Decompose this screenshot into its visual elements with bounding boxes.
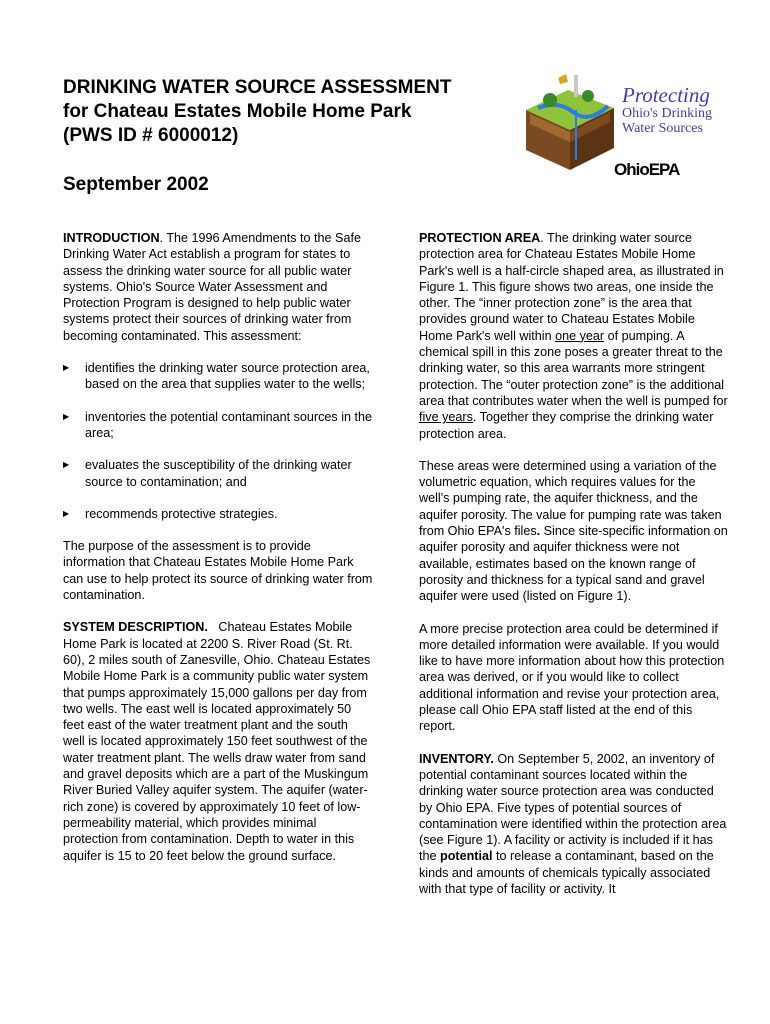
logo-line-2: Ohio's Drinking	[622, 106, 713, 121]
bullet-icon: ▶	[63, 363, 70, 373]
bullet-icon: ▶	[63, 508, 70, 518]
bullet-text: recommends protective strategies.	[85, 506, 278, 521]
inventory-paragraph	[419, 751, 729, 898]
precise-area-paragraph: A more precise protection area could be determined if more detailed information were available. If you would like to have more information about how this protection area was derived, or if you would like to collect additional information and revise your protection area, please call Ohio EPA staff listed at the end of this report.	[419, 621, 725, 734]
underlined-term: five years	[419, 410, 473, 425]
bullet-icon: ▶	[63, 460, 70, 470]
protection-area-heading: PROTECTION AREA	[419, 231, 541, 245]
bullet-icon: ▶	[63, 411, 70, 421]
volumetric-text: .	[536, 524, 541, 539]
document-date: September 2002	[63, 174, 209, 195]
right-column	[419, 230, 729, 897]
list-item	[63, 360, 373, 393]
ohio-epa-logo: OhioEPA	[614, 160, 680, 179]
title-line-1: DRINKING WATER SOURCE ASSESSMENT	[63, 77, 452, 98]
system-description-paragraph	[63, 619, 373, 863]
list-item	[63, 506, 373, 522]
introduction-text: . The 1996 Amendments to the Safe Drinking Water Act establish a program for states to assess the drinking water source for all public water systems. Ohio's Source Water Assessment and Protection Program is designed to help public water systems protect their sources of drinking water from becoming contaminated. This assessment:	[63, 231, 361, 343]
title-line-3: (PWS ID # 6000012)	[63, 125, 239, 146]
introduction-heading: INTRODUCTION	[63, 231, 160, 245]
protection-text: of pumping. A chemical spill in this zone poses a greater threat to the drinking water, so this area warrants more stringent protection. The “outer protection zone” is the additional area that contributes water when the well is pumped for	[419, 328, 728, 408]
system-description-heading: SYSTEM DESCRIPTION.	[63, 620, 208, 635]
volumetric-text: These areas were determined using a variation of the volumetric equation, which requires values for the well's pumping rate, the aquifer thickness, and the aquifer porosity. The value for pumping rate was taken from Ohio EPA's files	[419, 458, 722, 539]
title-line-2: for Chateau Estates Mobile Home Park	[63, 101, 412, 122]
document-title	[63, 76, 503, 148]
purpose-paragraph: The purpose of the assessment is to provide information that Chateau Estates Mobile Home Park can use to help protect its source of drinking water from contamination.	[63, 539, 373, 603]
bullet-text: inventories the potential contaminant sources in the area;	[85, 409, 373, 440]
assessment-bullet-list	[63, 360, 373, 522]
underlined-term: one year	[555, 328, 605, 343]
volumetric-paragraph	[419, 458, 729, 605]
introduction-paragraph	[63, 230, 373, 344]
inventory-text: to release a contaminant, based on the kinds and amounts of chemicals typically associated with that type of facility or activity. It	[419, 849, 714, 896]
logo-text	[622, 84, 712, 136]
list-item	[63, 457, 373, 490]
bold-term: potential	[440, 849, 493, 864]
protection-text: . Together they comprise the drinking water protection area.	[419, 410, 714, 441]
protection-area-paragraph	[419, 230, 729, 442]
bullet-text: evaluates the susceptibility of the drinking water source to contamination; and	[85, 458, 352, 489]
inventory-text: On September 5, 2002, an inventory of potential contaminant sources located within the drinking water source protection area was conducted by Ohio EPA. Five types of potential sources of contamination were identified within the protection area (see Figure 1). A facility or activity is included if it has the	[419, 751, 727, 864]
protection-text: . The drinking water source protection area for Chateau Estates Mobile Home Park's well is a half-circle shaped area, as illustrated in Figure 1. This figure shows two areas, one inside the other. The “inner protection zone” is the area that provides ground water to Chateau Estates Mobile Home Park's well within	[419, 231, 724, 343]
volumetric-text: Since site-specific information on aquifer porosity and aquifer thickness were not available, estimates based on the known range of porosity and thickness for a typical sand and gravel aquifer were used (listed on Figure 1).	[419, 524, 728, 604]
logo-line-1: Protecting	[622, 83, 710, 107]
left-column	[63, 230, 373, 864]
landscape-block-icon	[518, 70, 618, 175]
system-description-text: Chateau Estates Mobile Home Park is located at 2200 S. River Road (St. Rt. 60), 2 miles south of Zanesville, Ohio. Chateau Estates Mobile Home Park is a community public water system that pumps approximately 15,000 gallons per day from two wells. The east well is located approximately 50 feet east of the water treatment plant and the south well is located approximately 150 feet southwest of the water treatment plant. The wells draw water from sand and gravel deposits which are a part of the Muskingum River Buried Valley aquifer system. The aquifer (water-rich zone) is covered by approximately 10 feet of low-permeability material, which provides minimal protection from contamination. Depth to water in this aquifer is 15 to 20 feet below the ground surface.	[63, 620, 371, 863]
inventory-heading: INVENTORY.	[419, 751, 494, 766]
logo-line-3: Water Sources	[622, 121, 703, 136]
list-item	[63, 409, 373, 442]
protecting-water-logo	[518, 70, 733, 185]
bullet-text: identifies the drinking water source protection area, based on the area that supplies water to the wells;	[85, 361, 370, 392]
